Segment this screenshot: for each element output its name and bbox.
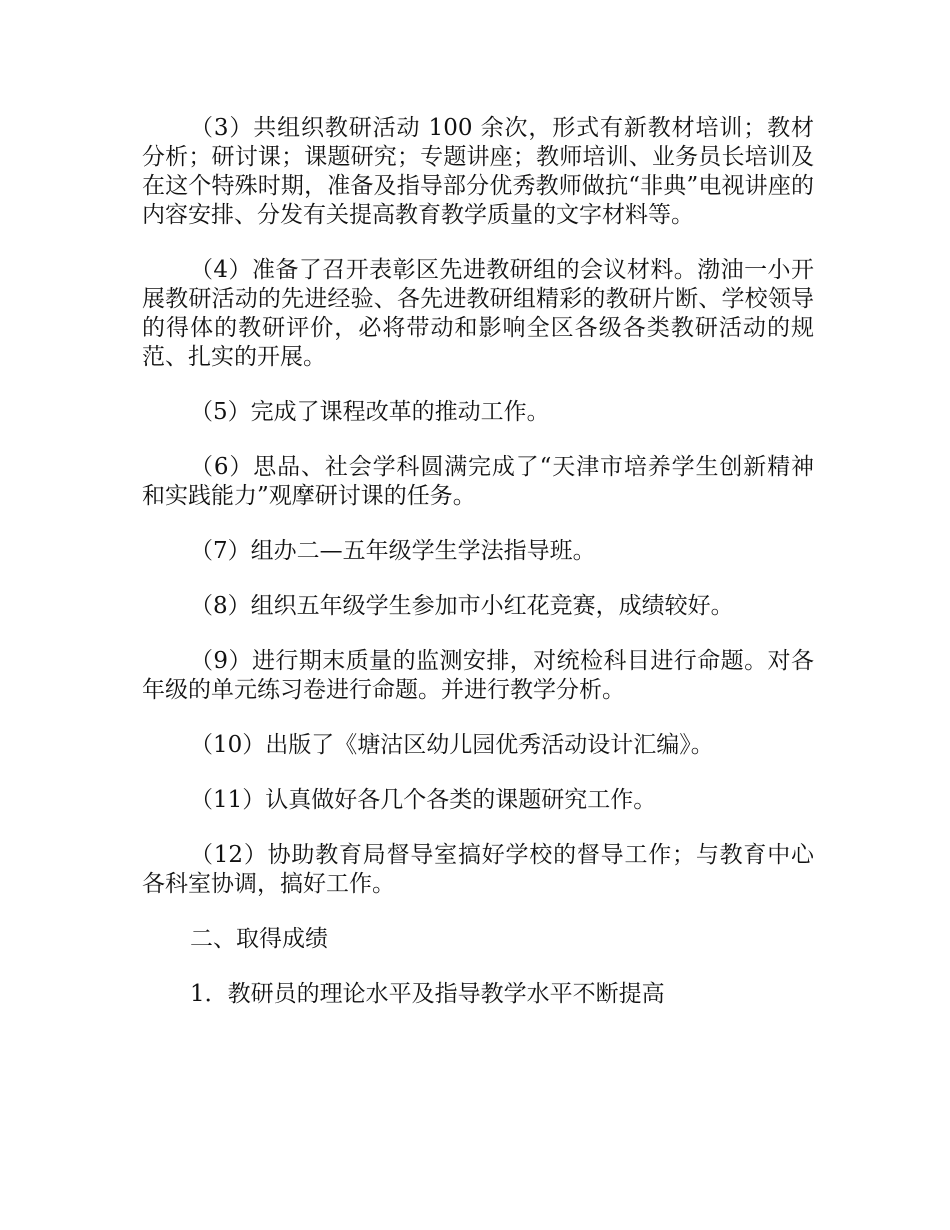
section-heading: 二、取得成绩 — [190, 926, 328, 952]
subheading: 1．教研员的理论水平及指导教学水平不断提高 — [190, 981, 665, 1007]
document-body — [142, 114, 814, 1035]
paragraph-item-5: （5）完成了课程改革的推动工作。 — [190, 399, 550, 425]
paragraph-item-8: （8）组织五年级学生参加市小红花竞赛，成绩较好。 — [190, 593, 734, 619]
paragraph-item-6: （6）思品、社会学科圆满完成了“天津市培养学生创新精神和实践能力”观摩研讨课的任务。 — [142, 454, 814, 509]
paragraph-item-7: （7）组办二—五年级学生学法指导班。 — [190, 538, 596, 564]
paragraph-item-9: （9）进行期末质量的监测安排，对统检科目进行命题。对各年级的单元练习卷进行命题。并进行教学分析。 — [142, 648, 814, 703]
paragraph-item-10: （10）出版了《塘沽区幼儿园优秀活动设计汇编》。 — [190, 732, 714, 758]
paragraph-item-3: （3）共组织教研活动 100 余次，形式有新教材培训；教材分析；研讨课；课题研究；专题讲座；教师培训、业务员长培训及在这个特殊时期，准备及指导部分优秀教师做抗“非典”电视讲座的内容安排、分发有关提高教育教学质量的文字材料等。 — [142, 115, 814, 228]
paragraph-item-11: （11）认真做好各几个各类的课题研究工作。 — [190, 787, 657, 813]
paragraph-item-12: （12）协助教育局督导室搞好学校的督导工作；与教育中心各科室协调，搞好工作。 — [142, 842, 814, 897]
paragraph-item-4: （4）准备了召开表彰区先进教研组的会议材料。渤油一小开展教研活动的先进经验、各先进教研组精彩的教研片断、学校领导的得体的教研评价，必将带动和影响全区各级各类教研活动的规范、扎实的开展。 — [142, 257, 814, 370]
